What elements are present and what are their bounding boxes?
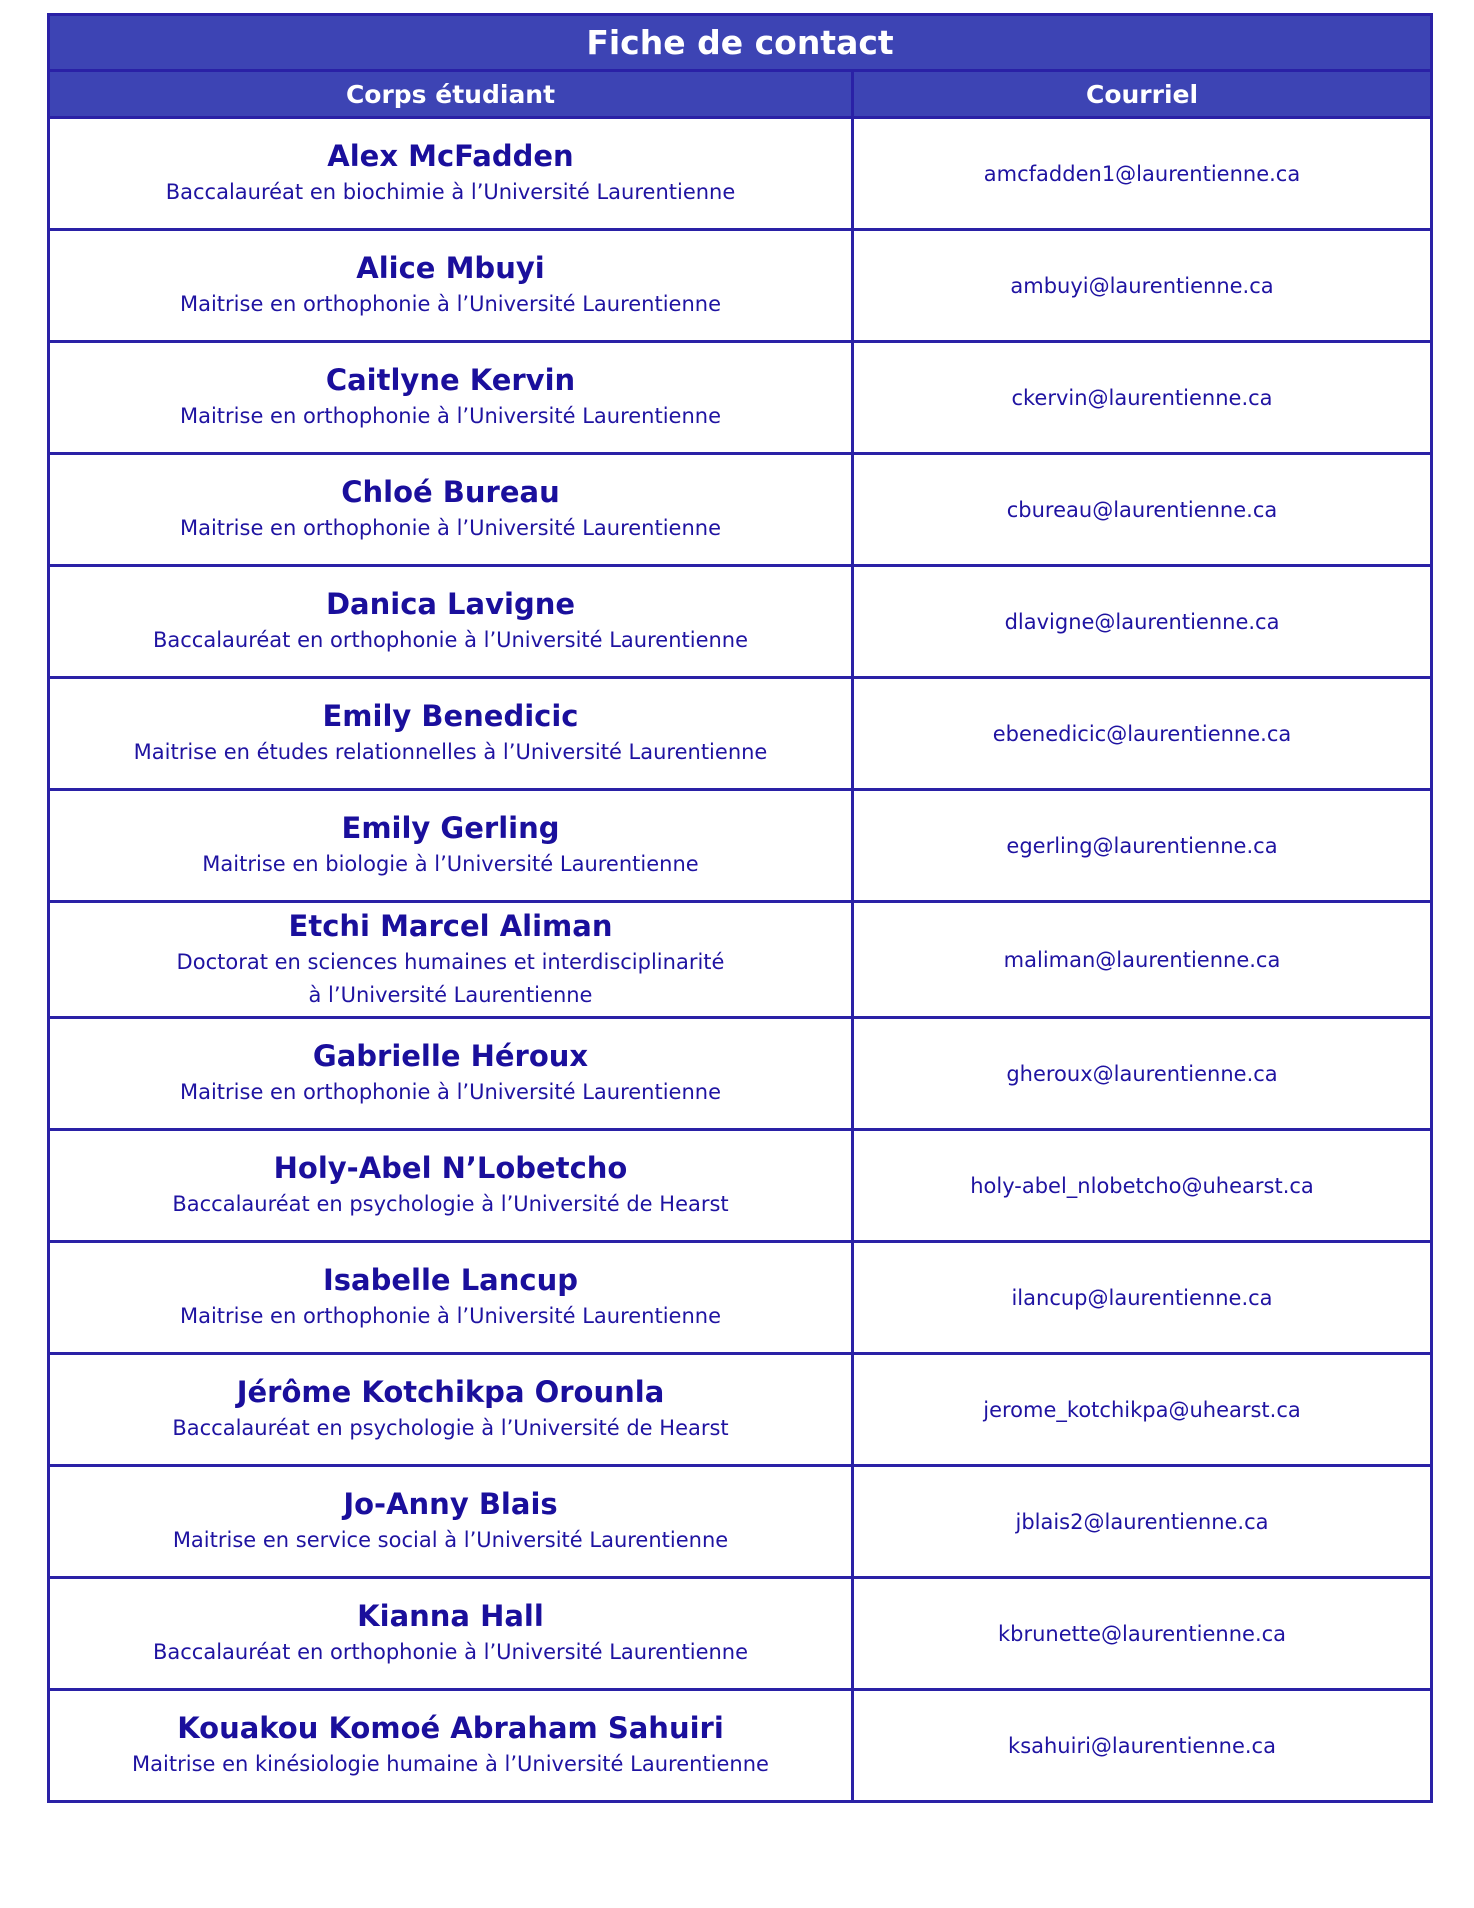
student-email[interactable]: cbureau@laurentienne.ca <box>853 454 1432 566</box>
student-name: Gabrielle Héroux <box>312 1039 589 1073</box>
student-name: Chloé Bureau <box>341 475 560 509</box>
table-row <box>49 566 1432 678</box>
column-header-email: Courriel <box>853 71 1432 118</box>
student-email[interactable]: jblais2@laurentienne.ca <box>853 1466 1432 1578</box>
student-program-line-2: à l’Université Laurentienne <box>308 982 593 1007</box>
table-row <box>49 118 1432 230</box>
student-cell <box>49 118 853 230</box>
student-email[interactable]: kbrunette@laurentienne.ca <box>853 1578 1432 1690</box>
student-email[interactable]: holy-abel_nlobetcho@uhearst.ca <box>853 1130 1432 1242</box>
table-row <box>49 1018 1432 1130</box>
student-program: Maitrise en orthophonie à l’Université Laurentienne <box>179 404 722 428</box>
student-program: Maitrise en études relationnelles à l’Université Laurentienne <box>133 740 768 764</box>
table-title: Fiche de contact <box>49 15 1432 71</box>
table-row <box>49 342 1432 454</box>
student-email[interactable]: dlavigne@laurentienne.ca <box>853 566 1432 678</box>
student-program: Maitrise en orthophonie à l’Université Laurentienne <box>179 1304 722 1328</box>
student-cell <box>49 1242 853 1354</box>
student-cell <box>49 1354 853 1466</box>
header-row <box>49 71 1432 118</box>
table-row <box>49 454 1432 566</box>
student-cell <box>49 1690 853 1802</box>
student-name: Emily Benedicic <box>322 699 579 733</box>
student-email[interactable]: ebenedicic@laurentienne.ca <box>853 678 1432 790</box>
student-cell <box>49 342 853 454</box>
student-program: Maitrise en biologie à l’Université Laurentienne <box>202 852 699 876</box>
student-cell <box>49 678 853 790</box>
student-name: Jérôme Kotchikpa Orounla <box>236 1375 665 1409</box>
table-row <box>49 1242 1432 1354</box>
student-email[interactable]: ilancup@laurentienne.ca <box>853 1242 1432 1354</box>
student-email[interactable]: amcfadden1@laurentienne.ca <box>853 118 1432 230</box>
student-name: Danica Lavigne <box>325 587 576 621</box>
table-row <box>49 1578 1432 1690</box>
student-program: Baccalauréat en orthophonie à l’Université Laurentienne <box>152 1640 749 1664</box>
student-cell <box>49 1466 853 1578</box>
student-program: Maitrise en kinésiologie humaine à l’Université Laurentienne <box>132 1752 769 1776</box>
student-email[interactable]: ksahuiri@laurentienne.ca <box>853 1690 1432 1802</box>
student-program: Baccalauréat en psychologie à l’Université de Hearst <box>172 1192 729 1216</box>
student-name: Kianna Hall <box>357 1599 544 1633</box>
student-cell <box>49 1018 853 1130</box>
column-header-student: Corps étudiant <box>49 71 853 118</box>
student-email[interactable]: egerling@laurentienne.ca <box>853 790 1432 902</box>
student-program-line-1: Doctorat en sciences humaines et interdisciplinarité <box>176 949 725 974</box>
student-cell <box>49 454 853 566</box>
table-row <box>49 902 1432 1018</box>
table-row <box>49 1690 1432 1802</box>
student-email[interactable]: jerome_kotchikpa@uhearst.ca <box>853 1354 1432 1466</box>
student-cell <box>49 566 853 678</box>
student-name: Kouakou Komoé Abraham Sahuiri <box>177 1711 724 1745</box>
student-name: Alice Mbuyi <box>356 251 545 285</box>
student-program: Baccalauréat en orthophonie à l’Université Laurentienne <box>152 628 749 652</box>
student-name: Isabelle Lancup <box>323 1263 578 1297</box>
table-row <box>49 790 1432 902</box>
table-row <box>49 230 1432 342</box>
student-program: Maitrise en orthophonie à l’Université Laurentienne <box>179 1080 722 1104</box>
contact-table <box>47 13 1433 1803</box>
student-name: Emily Gerling <box>341 811 560 845</box>
student-email[interactable]: ckervin@laurentienne.ca <box>853 342 1432 454</box>
student-email[interactable]: maliman@laurentienne.ca <box>853 902 1432 1018</box>
table-row <box>49 1354 1432 1466</box>
student-program: Maitrise en orthophonie à l’Université Laurentienne <box>179 292 722 316</box>
table-row <box>49 1466 1432 1578</box>
student-email[interactable]: gheroux@laurentienne.ca <box>853 1018 1432 1130</box>
student-cell <box>49 1130 853 1242</box>
student-name: Holy-Abel N’Lobetcho <box>273 1151 628 1185</box>
student-program: Maitrise en orthophonie à l’Université Laurentienne <box>179 516 722 540</box>
table-row <box>49 1130 1432 1242</box>
student-name: Caitlyne Kervin <box>325 363 576 397</box>
student-name: Etchi Marcel Aliman <box>288 908 613 943</box>
student-name: Alex McFadden <box>327 139 574 173</box>
student-cell <box>49 230 853 342</box>
student-program: Baccalauréat en psychologie à l’Université de Hearst <box>172 1416 729 1440</box>
student-program: Maitrise en service social à l’Université Laurentienne <box>172 1528 729 1552</box>
student-cell <box>49 902 853 1018</box>
title-row <box>49 15 1432 71</box>
table-row <box>49 678 1432 790</box>
student-cell <box>49 1578 853 1690</box>
student-email[interactable]: ambuyi@laurentienne.ca <box>853 230 1432 342</box>
student-name: Jo-Anny Blais <box>343 1487 558 1521</box>
student-cell <box>49 790 853 902</box>
student-program: Baccalauréat en biochimie à l’Université Laurentienne <box>165 180 736 204</box>
